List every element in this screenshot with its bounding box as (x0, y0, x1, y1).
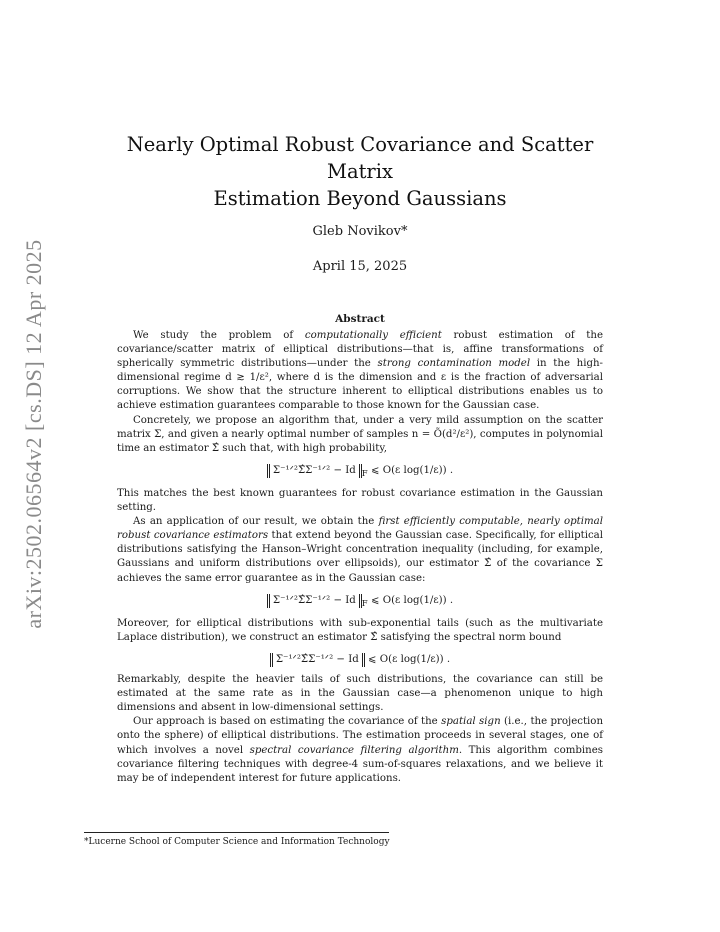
equation-spectral: Σ⁻¹ᐟ²Σ̂Σ⁻¹ᐟ² − Id ⩽ O(ε log(1/ε)) . (117, 653, 603, 667)
abstract-heading: Abstract (335, 313, 385, 325)
emphasis-text: first efficiently computable, nearly optimal robust covariance estimators (117, 516, 603, 542)
abstract-paragraph-1: We study the problem of computationally efficient robust estimation of the covariance/scatter matrix of elliptical distributions—that is, affine transformations of spherically symmetric distributions—under the strong contamination model in the high-dimensional regime d ≳ 1/ε², where d is the dimension and ε is the fraction of adversarial corruptions. We show that the structure inherent to elliptical distributions enables us to achieve estimation guarantees comparable to those known for the Gaussian case. (117, 330, 604, 412)
emphasis-text: spectral covariance filtering algorithm (249, 744, 459, 756)
footnote-rule (84, 832, 389, 833)
arxiv-sidebar-stamp (16, 224, 52, 644)
paper-title (100, 131, 620, 212)
footnote-affiliation: *Lucerne School of Computer Science and Information Technology (84, 837, 390, 847)
emphasis-text: spatial sign (441, 716, 501, 728)
abstract-paragraph-2: Concretely, we propose an algorithm that, under a very mild assumption on the scatter matrix Σ, and given a nearly optimal number of samples n = Õ(d²/ε²), computes in polynomial time an estimator Σ̂ such that, with high probability, (117, 414, 603, 454)
abstract-paragraph-6: Remarkably, despite the heavier tails of such distributions, the covariance can still be estimated at the same rate as in the Gaussian case—a phenomenon unique to high dimensions and absent in low-dimensional settings. (117, 674, 603, 714)
title-line-2: Estimation Beyond Gaussians (213, 187, 507, 210)
equation-frobenius-2: Σ⁻¹ᐟ²Σ̂Σ⁻¹ᐟ² − Id $_F$ ⩽ O(ε log(1/ε)) . (117, 594, 603, 611)
abstract-paragraph-4: As an application of our result, we obtain the first efficiently computable, nearly optimal robust covariance estimators that extend beyond the Gaussian case. Specifically, for elliptical distributions satisfying the Hanson–Wright concentration inequality (including, for example, Gaussians and uniform distributions over ellipsoids), our estimator Σ̂ of the covariance Σ achieves the same error guarantee as in the Gaussian case: (117, 516, 604, 584)
emphasis-text: strong contamination model (377, 358, 531, 370)
paper-date: April 15, 2025 (312, 259, 408, 274)
author-name: Gleb Novikov* (312, 224, 408, 239)
abstract-paragraph-3: This matches the best known guarantees for robust covariance estimation in the Gaussian setting. (117, 487, 603, 514)
arxiv-identifier: arXiv:2502.06564v2 [cs.DS] 12 Apr 2025 (21, 239, 46, 629)
abstract-paragraph-7: Our approach is based on estimating the covariance of the spatial sign (i.e., the projection onto the sphere) of elliptical distributions. The estimation proceeds in several stages, one of which involves a novel spectral covariance filtering algorithm. This algorithm combines covariance filtering techniques with degree-4 sum-of-squares relaxations, and we believe it may be of independent interest for future applications. (117, 716, 603, 784)
abstract-body (117, 329, 603, 786)
emphasis-text: computationally efficient (304, 330, 442, 341)
equation-frobenius-1: Σ⁻¹ᐟ²Σ̂Σ⁻¹ᐟ² − Id $_F$ ⩽ O(ε log(1/ε)) . (117, 464, 603, 481)
title-line-1: Nearly Optimal Robust Covariance and Scatter Matrix (126, 133, 594, 183)
abstract-paragraph-5: Moreover, for elliptical distributions with sub-exponential tails (such as the multivariate Laplace distribution), we construct an estimator Σ̂ satisfying the spectral norm bound (117, 617, 603, 643)
